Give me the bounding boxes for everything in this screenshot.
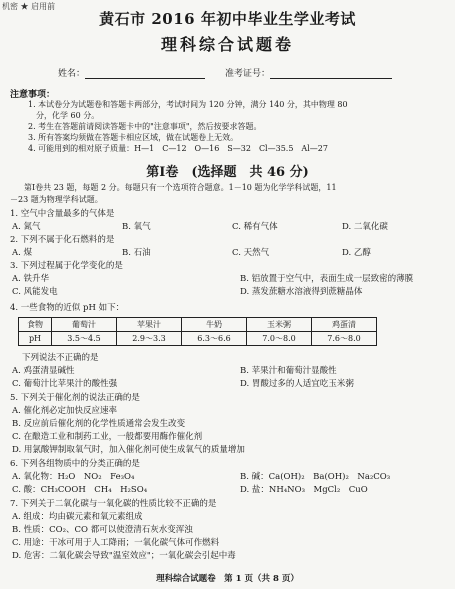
confidential-seal: 机密 ★ 启用前 <box>2 2 56 11</box>
table-cell: 7.0～8.0 <box>247 332 312 346</box>
question-stem: 下列说法不正确的是 <box>22 353 99 363</box>
name-label: 姓名： <box>58 69 86 79</box>
section-intro: －23 题为物理学科试题。 <box>10 195 103 204</box>
option: D. 二氧化碳 <box>342 222 388 232</box>
question-stem: 7. 下列关于二氧化碳与一氧化碳的性质比较不正确的是 <box>10 499 217 509</box>
option: C. 酸：CH₃COOH CH₄ H₂SO₄ <box>12 485 148 495</box>
option: B. 铝放置于空气中，表面生成一层致密的薄膜 <box>240 274 414 284</box>
note-line: 2. 考生在答题前请阅读答题卡中的"注意事项"，然后按要求答题。 <box>28 122 262 131</box>
option: C. 天然气 <box>232 248 270 258</box>
table-header-cell: 食物 <box>19 318 52 332</box>
option: A. 铁升华 <box>12 274 50 284</box>
table-row <box>19 332 377 346</box>
notes-title: 注意事项： <box>10 90 56 100</box>
option: C. 风能发电 <box>12 287 58 297</box>
section-title: 第Ⅰ卷 (选择题 共 46 分) <box>146 165 309 180</box>
question-stem: 6. 下列各组物质中的分类正确的是 <box>10 459 140 469</box>
option: A. 氮气 <box>12 222 41 232</box>
option: A. 组成：均由碳元素和氧元素组成 <box>12 512 143 522</box>
exam-subtitle: 理科综合试题卷 <box>160 35 294 54</box>
option: B. 石油 <box>122 248 151 258</box>
exam-number-blank <box>270 68 392 79</box>
option: B. 反应前后催化剂的化学性质通常会发生改变 <box>12 419 186 429</box>
table-cell: 7.6～8.0 <box>312 332 377 346</box>
question-stem: 5. 下列关于催化剂的说法正确的是 <box>10 393 140 403</box>
option: D. 胃酸过多的人适宜吃玉米粥 <box>240 379 354 389</box>
option: C. 在酿造工业和制药工业，一般都要用酶作催化剂 <box>12 432 203 442</box>
option: A. 煤 <box>12 248 33 258</box>
option: C. 葡萄汁比苹果汁的酸性强 <box>12 379 118 389</box>
note-line: 3. 所有答案均须做在答题卡相应区域，做在试题卷上无效。 <box>28 133 239 142</box>
option: A. 鸡蛋清显碱性 <box>12 366 75 376</box>
table-header-cell: 牛奶 <box>182 318 247 332</box>
note-line: 4. 可能用到的相对原子质量：H—1 C—12 O—16 S—32 Cl—35.5 Al—27 <box>28 144 328 153</box>
option: D. 乙醇 <box>342 248 371 258</box>
ph-table <box>18 317 377 346</box>
table-header-cell: 鸡蛋清 <box>312 318 377 332</box>
table-cell: 3.5～4.5 <box>52 332 117 346</box>
option: A. 氧化物：H₂O NO₂ Fe₃O₄ <box>12 472 135 482</box>
option: D. 危害：二氧化碳会导致"温室效应"；一氧化碳会引起中毒 <box>12 551 236 561</box>
question-stem: 2. 下列不属于化石燃料的是 <box>10 235 115 245</box>
table-cell: 2.9～3.3 <box>117 332 182 346</box>
page-footer: 理科综合试题卷 第 1 页（共 8 页） <box>156 574 299 584</box>
option: D. 蒸发蔗糖水溶液得到蔗糖晶体 <box>240 287 363 297</box>
name-blank <box>85 68 205 79</box>
table-cell: pH <box>19 332 52 346</box>
section-intro: 第Ⅰ卷共 23 题，每题 2 分。每题只有一个选项符合题意。1－10 题为化学学科试题，11 <box>24 183 337 192</box>
note-line: 分，化学 60 分。 <box>36 111 100 120</box>
question-stem: 3. 下列过程属于化学变化的是 <box>10 261 123 271</box>
option: B. 性质：CO₂、CO 都可以使澄清石灰水变浑浊 <box>12 525 193 535</box>
option: B. 氧气 <box>122 222 151 232</box>
exam-number-field <box>225 66 392 79</box>
option: D. 用氯酸钾制取氧气时，加入催化剂可使生成氧气的质量增加 <box>12 445 245 455</box>
exam-title: 黄石市 2016 年初中毕业生学业考试 <box>99 10 356 28</box>
option: C. 用途：干冰可用于人工降雨；一氧化碳气体可作燃料 <box>12 538 220 548</box>
option: C. 稀有气体 <box>232 222 278 232</box>
table-header-cell: 葡萄汁 <box>52 318 117 332</box>
exam-number-label: 准考证号： <box>225 69 271 79</box>
table-header-cell: 苹果汁 <box>117 318 182 332</box>
question-stem: 4. 一些食物的近似 pH 如下： <box>10 303 125 313</box>
table-header-cell: 玉米粥 <box>247 318 312 332</box>
name-field <box>58 66 205 79</box>
note-line: 1. 本试卷分为试题卷和答题卡两部分，考试时间为 120 分钟，满分 140 分，其中物理 80 <box>28 100 348 109</box>
option: B. 碱：Ca(OH)₂ Ba(OH)₂ Na₂CO₃ <box>240 472 391 482</box>
table-cell: 6.3～6.6 <box>182 332 247 346</box>
table-header-row <box>19 318 377 332</box>
option: D. 盐：NH₄NO₃ MgCl₂ CuO <box>240 485 368 495</box>
question-stem: 1. 空气中含量最多的气体是 <box>10 209 115 219</box>
option: B. 苹果汁和葡萄汁显酸性 <box>240 366 337 376</box>
option: A. 催化剂必定加快反应速率 <box>12 406 118 416</box>
